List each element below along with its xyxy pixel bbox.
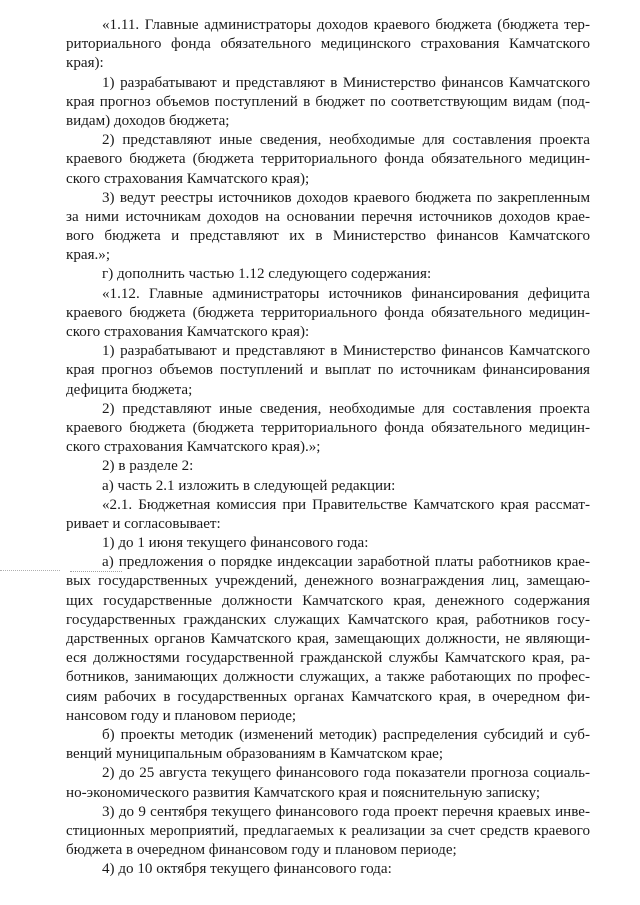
text-line: 1) до 1 июня текущего финансового года: [102, 535, 369, 552]
text-line: «1.11. Главные администраторы доходов краевого бюджета (бюджета тер- [102, 17, 590, 33]
text-line: но-экономического развития Камчатского края и пояснительную записку; [66, 784, 541, 801]
text-line: государственных гражданских служащих Камчатского края, работников госу- [66, 611, 590, 628]
text-line: 2) представляют иные сведения, необходимые для составления проекта [102, 400, 590, 417]
text-line: «1.12. Главные администраторы источников финансирования дефицита [102, 285, 590, 302]
text-line: за ними источникам доходов на основании перечня источников доходов крае- [66, 208, 590, 225]
text-line: вых государственных учреждений, денежного вознаграждения лиц, замещаю- [66, 573, 590, 590]
text-line: еся должностями государственной гражданской службы Камчатского края, ра- [66, 650, 590, 667]
text-line: сиям рабочих в государственных органах Камчатского края, в очередном фи- [66, 688, 590, 705]
scan-artifact [0, 570, 60, 572]
text-line: риториального фонда обязательного медицинского страхования Камчатского [66, 36, 590, 53]
text-line: щих государственные должности Камчатского края, денежного содержания [66, 592, 590, 609]
text-line: ского страхования Камчатского края); [66, 170, 310, 187]
text-line: венций муниципальным образованиям в Камчатском крае; [66, 746, 444, 763]
text-line: 2) в разделе 2: [102, 458, 194, 475]
text-line: краевого бюджета (бюджета территориального фонда обязательного медицин- [66, 304, 590, 321]
text-line: края прогноз объемов поступлений в бюджет по соответствующим видам (под- [66, 93, 590, 110]
text-line: 1) разрабатывают и представляют в Министерство финансов Камчатского [102, 74, 590, 91]
text-line: 3) ведут реестры источников доходов краевого бюджета по закрепленным [102, 189, 590, 206]
document-body [66, 16, 590, 879]
text-line: ского страхования Камчатского края).»; [66, 439, 321, 456]
text-line: нансовом году и плановом периоде; [66, 707, 297, 724]
text-line: г) дополнить частью 1.12 следующего содержания: [102, 266, 432, 283]
text-line: краевого бюджета (бюджета территориального фонда обязательного медицин- [66, 419, 590, 436]
text-line: 3) до 9 сентября текущего финансового года проект перечня краевых инве- [102, 803, 590, 820]
text-line: 1) разрабатывают и представляют в Министерство финансов Камчатского [102, 343, 590, 360]
text-line: 2) до 25 августа текущего финансового года показатели прогноза социаль- [102, 765, 590, 782]
text-line: б) проекты методик (изменений методик) распределения субсидий и суб- [102, 726, 590, 743]
text-line: а) предложения о порядке индексации заработной платы работников крае- [102, 554, 590, 571]
text-line: ского страхования Камчатского края): [66, 324, 310, 340]
text-line: видам) доходов бюджета; [66, 112, 230, 129]
text-line: «2.1. Бюджетная комиссия при Правительстве Камчатского края рассмат- [102, 496, 590, 513]
text-line: 2) представляют иные сведения, необходимые для составления проекта [102, 132, 590, 149]
text-line: дарственных органов Камчатского края, замещающих должности, не являющи- [66, 631, 590, 647]
scan-artifact [70, 571, 122, 573]
text-line: вого бюджета и представляют их в Министерство финансов Камчатского [66, 228, 590, 245]
text-line: стиционных мероприятий, предлагаемых к реализации за счет средств краевого [66, 822, 590, 839]
text-line: дефицита бюджета; [66, 381, 193, 398]
text-line: края.»; [66, 247, 111, 264]
text-line: ривает и согласовывает: [66, 515, 221, 532]
text-line: ботников, занимающих должности служащих, а также работающих по профес- [66, 669, 590, 686]
text-line: краевого бюджета (бюджета территориального фонда обязательного медицин- [66, 151, 590, 168]
text-line: края): [66, 55, 104, 72]
text-line: а) часть 2.1 изложить в следующей редакции: [102, 477, 396, 494]
text-line: края прогноз объемов поступлений и выплат по источникам финансирования [66, 362, 590, 379]
text-line: 4) до 10 октября текущего финансового года: [102, 861, 392, 878]
text-line: бюджета в очередном финансовом году и плановом периоде; [66, 842, 457, 859]
